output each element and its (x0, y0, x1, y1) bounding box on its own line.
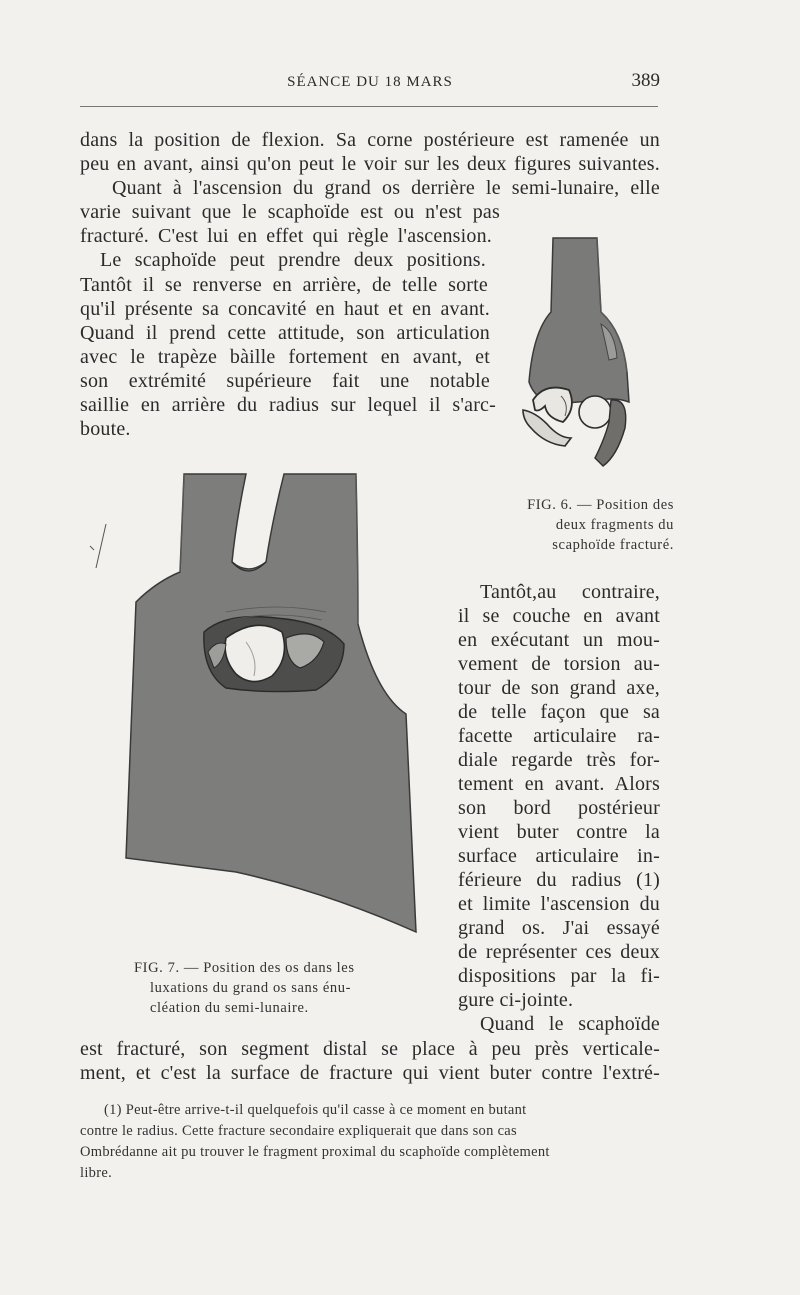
body-line: gure ci-jointe. (458, 989, 574, 1011)
body-line: est fracturé, son segment distal se place à peu près verticale- (80, 1038, 660, 1060)
footnote-line: contre le radius. Cette fracture secondaire expliquerait que dans son cas (80, 1123, 517, 1139)
body-line: avec le trapèze bàille fortement en avant, et (80, 346, 490, 368)
figure-7-illustration (76, 462, 426, 942)
body-line: de telle façon que sa (458, 701, 660, 723)
body-line: saillie en arrière du radius sur lequel il s'arc- (80, 394, 496, 416)
caption-line: FIG. 7. — Position des os dans les (134, 960, 355, 976)
body-line: son bord postérieur (458, 797, 660, 819)
body-line: en exécutant un mou- (458, 629, 660, 651)
body-line: peu en avant, ainsi qu'on peut le voir sur les deux figures suivantes. (80, 153, 660, 175)
body-line: Tantôt,au contraire, (480, 581, 660, 603)
body-line: varie suivant que le scaphoïde est ou n'est pas (80, 201, 500, 223)
body-line: facette articulaire ra- (458, 725, 660, 747)
body-line: tement en avant. Alors (458, 773, 660, 795)
caption-line: cléation du semi-lunaire. (150, 1000, 309, 1016)
body-line: Le scaphoïde peut prendre deux positions. (100, 249, 486, 271)
body-line: dans la position de flexion. Sa corne postérieure est ramenée un (80, 129, 660, 151)
body-line: vient buter contre la (458, 821, 660, 843)
body-line: il se couche en avant (458, 605, 660, 627)
figure-6-caption (496, 495, 674, 555)
footnote-line: libre. (80, 1165, 112, 1181)
body-line: qu'il présente sa concavité en haut et en avant. (80, 298, 490, 320)
body-line: dispositions par la fi- (458, 965, 660, 987)
caption-line: luxations du grand os sans énu- (150, 980, 352, 996)
body-line: fracturé. C'est lui en effet qui règle l'ascension. (80, 225, 492, 247)
footnote-line: (1) Peut-être arrive-t-il quelquefois qu'il casse à ce moment en butant (104, 1102, 527, 1118)
body-line: diale regarde très for- (458, 749, 660, 771)
body-line: tour de son grand axe, (458, 677, 660, 699)
footnote-line: Ombrédanne ait pu trouver le fragment proximal du scaphoïde complètement (80, 1144, 550, 1160)
running-header (80, 70, 660, 96)
body-line: ment, et c'est la surface de fracture qui vient buter contre l'extré- (80, 1062, 660, 1084)
body-line: férieure du radius (1) (458, 869, 660, 891)
body-line: surface articulaire in- (458, 845, 660, 867)
body-line: et limite l'ascension du (458, 893, 660, 915)
body-line: Quand le scaphoïde (480, 1013, 660, 1035)
running-title: SÉANCE DU 18 MARS (287, 74, 453, 90)
body-line: Tantôt il se renverse en arrière, de telle sorte (80, 274, 488, 296)
body-line: boute. (80, 418, 131, 440)
caption-line: scaphoïde fracturé. (552, 537, 674, 553)
caption-line: FIG. 6. — Position des (527, 497, 674, 513)
body-line: vement de torsion au- (458, 653, 660, 675)
page-number: 389 (631, 70, 660, 91)
body-line: Quant à l'ascension du grand os derrière le semi-lunaire, elle (112, 177, 660, 199)
figure-7-caption (134, 958, 434, 1018)
body-line: de représenter ces deux (458, 941, 660, 963)
body-line: grand os. J'ai essayé (458, 917, 660, 939)
body-line: Quand il prend cette attitude, son articulation (80, 322, 490, 344)
caption-line: deux fragments du (555, 517, 674, 533)
body-line: son extrémité supérieure fait une notable (80, 370, 490, 392)
header-rule (80, 106, 658, 107)
figure-6-illustration (505, 232, 655, 472)
